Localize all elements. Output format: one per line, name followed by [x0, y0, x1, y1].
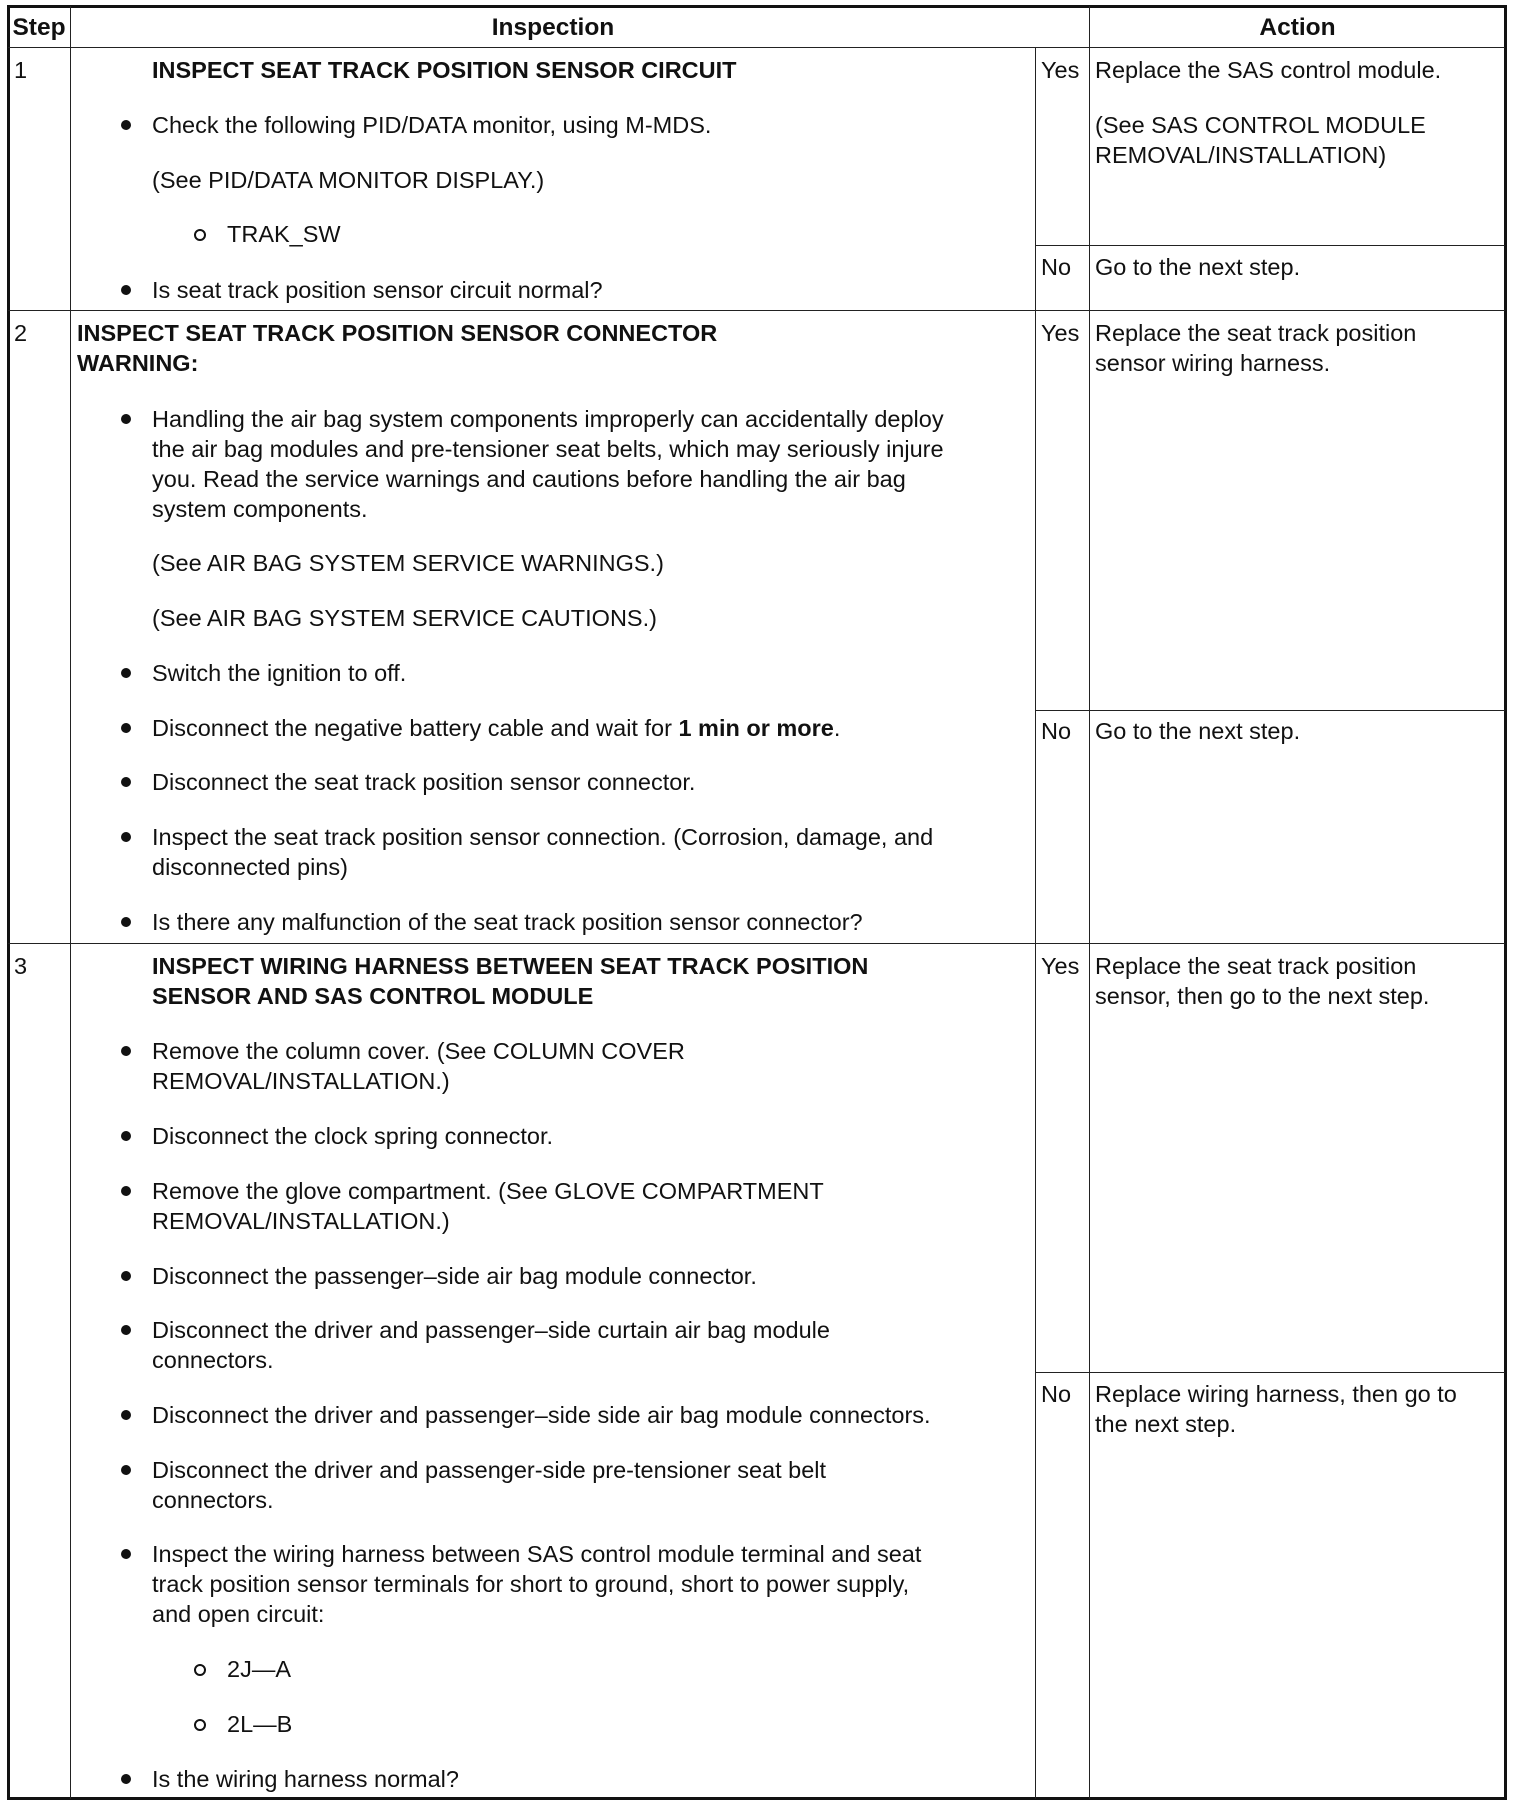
step2-yesno-divider — [1036, 710, 1505, 711]
inspection-item: Disconnect the clock spring connector. — [152, 1123, 554, 1149]
warning-text: system components. — [152, 496, 368, 522]
step-number: 2 — [14, 320, 28, 346]
yes-action: Replace the seat track position — [1095, 320, 1417, 346]
inspection-item: Disconnect the seat track position sensor connector. — [152, 769, 696, 795]
step-number: 1 — [14, 57, 28, 83]
step-title: INSPECT SEAT TRACK POSITION SENSOR CIRCUIT — [152, 57, 737, 83]
terminal-item: 2J—A — [227, 1656, 291, 1682]
header-inspection: Inspection — [491, 14, 615, 41]
yes-action: sensor, then go to the next step. — [1095, 983, 1430, 1009]
step-number: 3 — [14, 953, 28, 979]
pid-item: TRAK_SW — [227, 221, 341, 247]
bullet-icon — [121, 723, 131, 733]
no-action: the next step. — [1095, 1411, 1237, 1437]
inspection-item: and open circuit: — [152, 1601, 325, 1627]
inspection-item: Inspect the seat track position sensor connection. (Corrosion, damage, and — [152, 824, 934, 850]
yes-action: Replace the seat track position — [1095, 953, 1417, 979]
no-action: Go to the next step. — [1095, 718, 1301, 744]
warning-label: WARNING: — [77, 350, 199, 376]
bullet-icon — [121, 777, 131, 787]
inspection-item: Switch the ignition to off. — [152, 660, 407, 686]
no-label: No — [1041, 1381, 1072, 1407]
warning-text: the air bag modules and pre-tensioner seat belts, which may seriously injure — [152, 436, 944, 462]
reference-text: (See PID/DATA MONITOR DISPLAY.) — [152, 167, 545, 193]
yes-label: Yes — [1041, 953, 1080, 979]
yes-action: sensor wiring harness. — [1095, 350, 1331, 376]
bullet-icon — [121, 1549, 131, 1559]
bullet-icon — [121, 1271, 131, 1281]
bullet-icon — [121, 1131, 131, 1141]
inspection-item: disconnected pins) — [152, 854, 348, 880]
bullet-icon — [121, 668, 131, 678]
inspection-item: Disconnect the driver and passenger–side side air bag module connectors. — [152, 1402, 931, 1428]
sub-bullet-icon — [194, 229, 206, 241]
item-text: Disconnect the negative battery cable and wait for — [152, 715, 672, 741]
sub-bullet-icon — [194, 1719, 206, 1731]
bullet-icon — [121, 1046, 131, 1056]
yes-label: Yes — [1041, 320, 1080, 346]
warning-text: you. Read the service warnings and cautions before handling the air bag — [152, 466, 906, 492]
yes-action-ref: (See SAS CONTROL MODULE — [1095, 112, 1426, 138]
no-action: Replace wiring harness, then go to — [1095, 1381, 1457, 1407]
step1-yesno-divider — [1036, 245, 1505, 246]
bullet-icon — [121, 917, 131, 927]
bullet-icon — [121, 1410, 131, 1420]
step3-yesno-divider — [1036, 1372, 1505, 1373]
inspection-item: Check the following PID/DATA monitor, using M-MDS. — [152, 112, 712, 138]
bullet-icon — [121, 285, 131, 295]
bullet-icon — [121, 1325, 131, 1335]
inspection-item: Remove the glove compartment. (See GLOVE COMPARTMENT — [152, 1178, 824, 1204]
inspection-item: connectors. — [152, 1487, 274, 1513]
inspection-item: REMOVAL/INSTALLATION.) — [152, 1208, 450, 1234]
inspection-item: REMOVAL/INSTALLATION.) — [152, 1068, 450, 1094]
step-title: SENSOR AND SAS CONTROL MODULE — [152, 983, 594, 1009]
bullet-icon — [121, 414, 131, 424]
inspection-question: Is seat track position sensor circuit normal? — [152, 277, 603, 303]
inspection-question: Is there any malfunction of the seat track position sensor connector? — [152, 909, 863, 935]
warning-text: Handling the air bag system components improperly can accidentally deploy — [152, 406, 944, 432]
no-action: Go to the next step. — [1095, 254, 1301, 280]
step-title: INSPECT SEAT TRACK POSITION SENSOR CONNECTOR — [77, 320, 718, 346]
inspection-item: Disconnect the driver and passenger-side pre-tensioner seat belt — [152, 1457, 827, 1483]
header-divider — [8, 47, 1505, 48]
step-title: INSPECT WIRING HARNESS BETWEEN SEAT TRACK POSITION — [152, 953, 869, 979]
yes-label: Yes — [1041, 57, 1080, 83]
item-period: . — [833, 715, 841, 741]
divider-step — [70, 6, 71, 1799]
divider-action — [1089, 6, 1090, 1799]
yes-action-ref: REMOVAL/INSTALLATION) — [1095, 142, 1387, 168]
row-divider-1 — [8, 310, 1505, 311]
bullet-icon — [121, 832, 131, 842]
inspection-item: connectors. — [152, 1347, 274, 1373]
inspection-item: Inspect the wiring harness between SAS control module terminal and seat — [152, 1541, 922, 1567]
inspection-item: Disconnect the passenger–side air bag module connector. — [152, 1263, 757, 1289]
bullet-icon — [121, 1186, 131, 1196]
sub-bullet-icon — [194, 1664, 206, 1676]
inspection-question: Is the wiring harness normal? — [152, 1766, 459, 1792]
inspection-item — [152, 713, 840, 743]
yes-action: Replace the SAS control module. — [1095, 57, 1442, 83]
reference-text: (See AIR BAG SYSTEM SERVICE WARNINGS.) — [152, 550, 664, 576]
item-emphasis: 1 min or more — [678, 715, 834, 741]
no-label: No — [1041, 718, 1072, 744]
inspection-item: Disconnect the driver and passenger–side curtain air bag module — [152, 1317, 830, 1343]
bullet-icon — [121, 120, 131, 130]
reference-text: (See AIR BAG SYSTEM SERVICE CAUTIONS.) — [152, 605, 657, 631]
no-label: No — [1041, 254, 1072, 280]
header-action: Action — [1259, 14, 1336, 41]
inspection-item: track position sensor terminals for short to ground, short to power supply, — [152, 1571, 910, 1597]
row-divider-2 — [8, 943, 1505, 944]
bullet-icon — [121, 1774, 131, 1784]
inspection-item: Remove the column cover. (See COLUMN COVER — [152, 1038, 685, 1064]
bullet-icon — [121, 1465, 131, 1475]
terminal-item: 2L—B — [227, 1711, 293, 1737]
header-step: Step — [12, 14, 66, 41]
